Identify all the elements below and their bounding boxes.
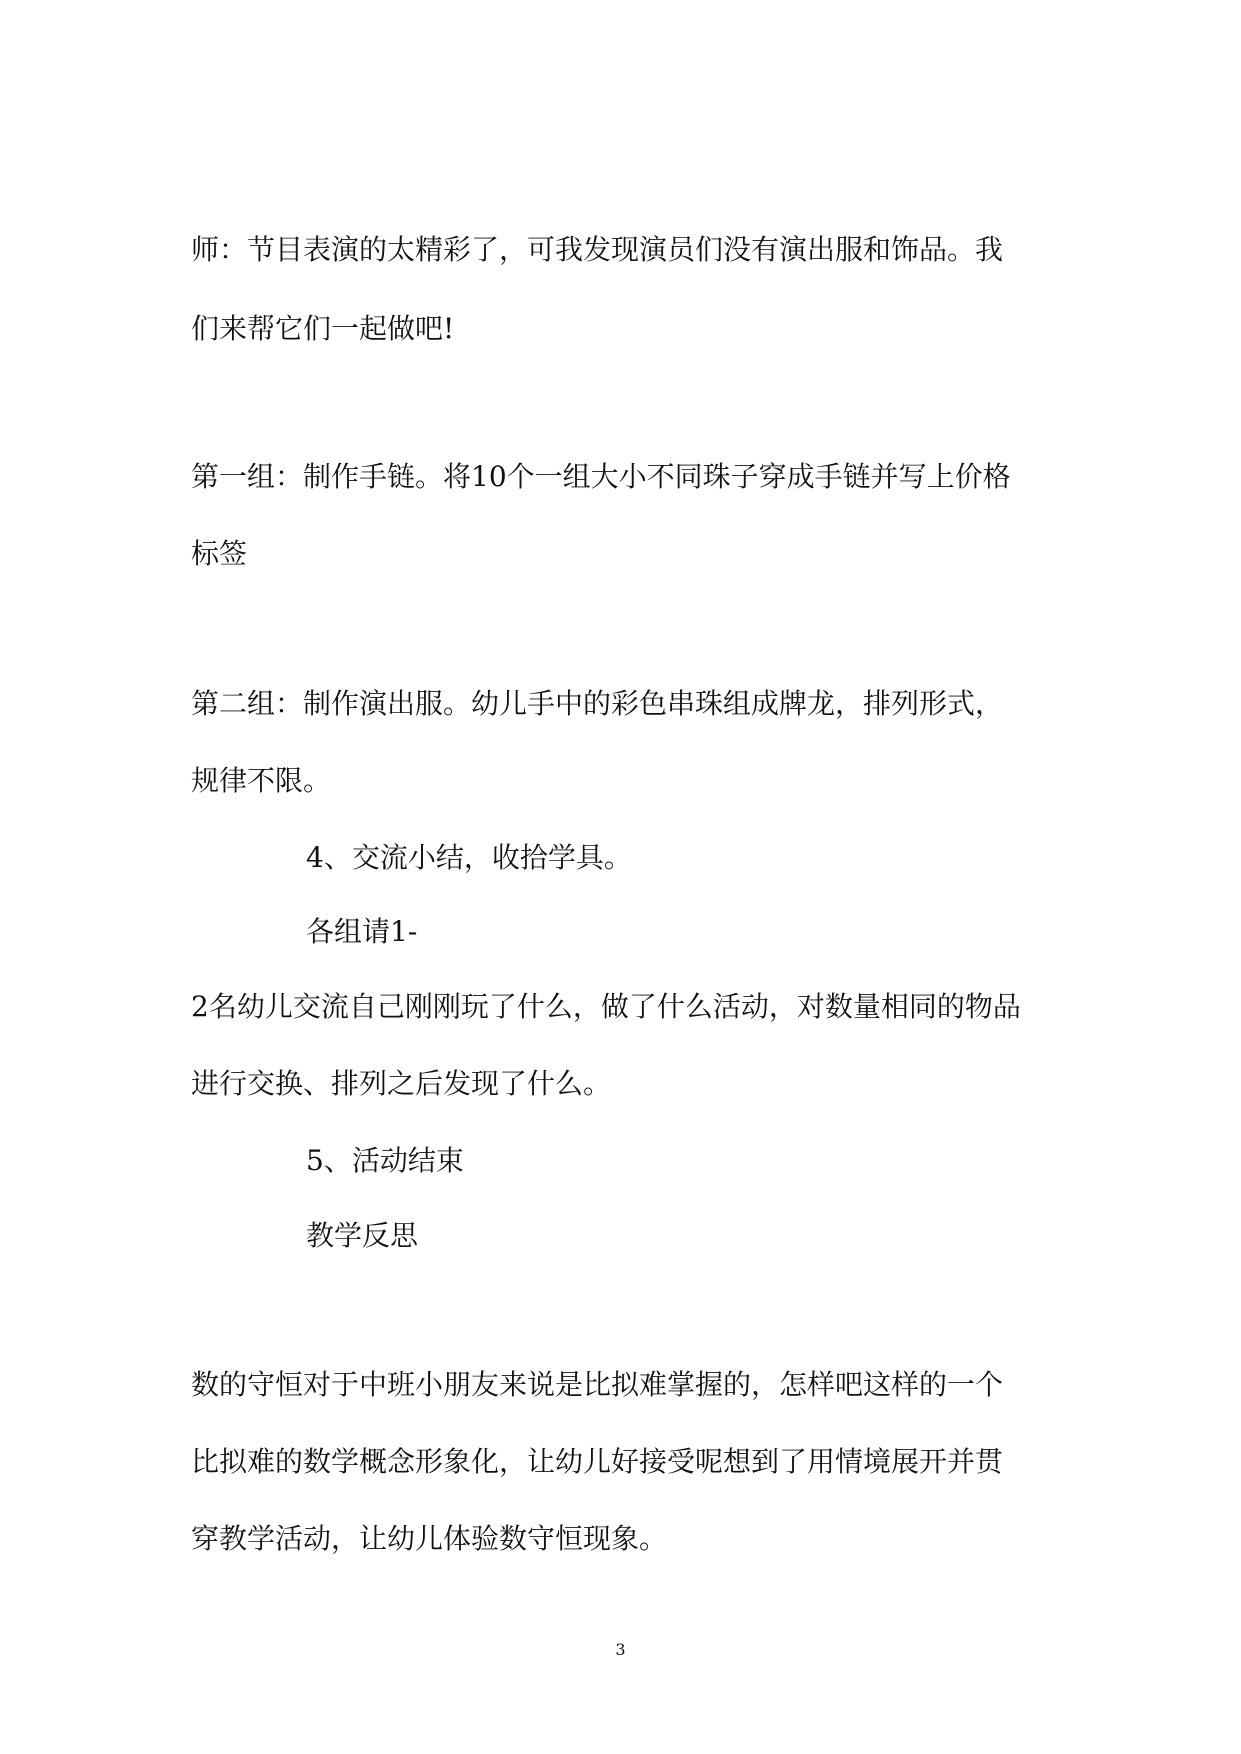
page-number: 3: [615, 1640, 626, 1659]
text-line: 各组请1-: [306, 915, 418, 948]
text-line: 穿教学活动，让幼儿体验数守恒现象。: [191, 1522, 668, 1555]
section-heading: 4、交流小结，收拾学具。: [306, 841, 632, 874]
text-line: 师：节目表演的太精彩了，可我发现演员们没有演出服和饰品。我: [191, 233, 1004, 266]
text-line: 比拟难的数学概念形象化，让幼儿好接受呢想到了用情境展开并贯: [191, 1445, 1004, 1478]
section-heading: 教学反思: [306, 1219, 419, 1252]
text-line: 数的守恒对于中班小朋友来说是比拟难掌握的，怎样吧这样的一个: [191, 1368, 1004, 1401]
section-heading: 5、活动结束: [306, 1144, 464, 1177]
text-line: 2名幼儿交流自己刚刚玩了什么，做了什么活动，对数量相同的物品: [191, 990, 1021, 1023]
text-line: 规律不限。: [191, 764, 332, 797]
text-line: 们来帮它们一起做吧!: [191, 312, 455, 345]
text-line: 进行交换、排列之后发现了什么。: [191, 1067, 612, 1100]
text-line: 标签: [191, 537, 248, 570]
text-line: 第二组：制作演出服。幼儿手中的彩色串珠组成牌龙，排列形式，: [191, 687, 1004, 720]
text-line: 第一组：制作手链。将10个一组大小不同珠子穿成手链并写上价格: [191, 460, 1011, 493]
